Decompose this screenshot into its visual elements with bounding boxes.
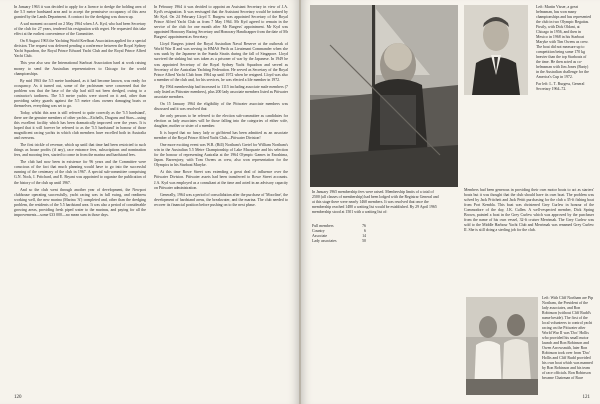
paragraph: On 15 January 1964 the eligibility of the Pittwater associate members was discussed and it was resolved that — [154, 101, 288, 111]
photo-lt-burgess — [464, 5, 528, 95]
paragraph: Generally, 1964 was a period of consolidation after the purchase of 'Moorline', the development of hardstand areas, the breakwater, and the marina. The club needed to recover its financial position before pushing on to the next phase. — [154, 192, 288, 207]
paragraph: By mid 1963 the 5.5 metre hardstand, as it had become known, was ready for occupancy. As it turned out, some of the yachtsmen were concerned that the problem was that the base of the slip had still not been dredged, owing to a contractor's tardiness. The 5.5 metre yachts were stored on it and, other than providing safety guards against the 5.5 metre class owners damaging boats or themselves, everything was set to go. — [14, 78, 146, 108]
waiting-list-label: Lady associates — [312, 239, 337, 243]
paragraph: Today, whilst this area is still referred to quite correctly as the '5.5 hardstand', there are the genuine members of other yachts—Etchells, Dragons and Stars—using this excellent facility which has been dramatically improved over the years. It is hoped that it will forever be referred to as the '5.5 hardstand' in honour of those magnificent racing yachts in which club members have excelled both in Australia and overseas. — [14, 110, 146, 141]
paragraph: the only persons to be referred to the election sub-committee as candidates for election as lady associates will be those falling into the categories of either wife, daughter, mother or sister of a member. — [154, 113, 288, 129]
waiting-list-table — [312, 224, 382, 244]
right-text-column: Members had been generous in providing their own motor boats to act as starters' boats but it was thought that the club should have its own boat. The problem was solved by Jack Pritchett and Jack Pettit purchasing for the club a 35-ft fishing boat from Port Kembla. This boat was christened Grey Curlew in honour of the Commodore of the day, J.K. Cullen. A well-respected member, Dick Spring Brown, painted a boat in the Grey Curlew which was approved by the purchaser from the name of his own vessel, 32-ft cruiser Merrimak. The Grey Curlew was sold to the Middle Harbour Yacht Club and Merrimak was renamed Grey Curlew II. She is still doing a sterling job for the club. — [464, 188, 594, 233]
caption-cliff-northam: Left: With Cliff Northam are Pip Northam, the President of the lady associates, and Ron Robinson (without Cliff Rudd's name beside). The first of the local volunteers to control yacht racing on the Pittwater after World War II was 'Doc' Hollis who provided his small motor launch and Ron Robinson and Owen Arrowsmith, later Ron Robinson took over from 'Doc' Hollis and Cliff Rudd provided his own boat which was manned by Ron Robinson and his team of race officials. Ron Robinson became Chairman of Race — [542, 296, 594, 380]
caption-martin-visser — [536, 5, 592, 94]
book-gutter — [299, 0, 301, 404]
photo-martin-visser — [310, 5, 458, 187]
paragraph: A sad moment occurred on 2 May 1964 when J.A. Kyd, who had been Secretary of the club for 27 years, tendered his resignation with regret. He requested this take effect at the earliest convenience of the Committee. — [14, 22, 146, 37]
paragraph: On 8 August 1963 the Yachting World Keelboat Association applied for a special division. The request was deferred pending a conference between the Royal Sydney Yacht Squadron, the Royal Prince Edward Yacht Club and the Royal Prince Alfred Yacht Club. — [14, 39, 146, 59]
paragraph: It is hoped that no fancy lady or girlfriend has been admitted as an associate member of the Royal Prince Alfred Yacht Club—Pittwater Division! — [154, 131, 288, 141]
left-text-column-2 — [154, 5, 288, 393]
paragraph: And so the club went through another year of development, the Newport clubhouse operating successfully, yacht racing was in full swing, and readiness working well, the new marina (Marina 'A') completed and, other than the dredging problem, the residents of the 5.5 hardstand area. It was also a period of considerable growing areas, providing fresh piped water to the marinas, and paying for all the improvements—some £33 000—no mean sum in those days. — [14, 187, 146, 217]
photo-cliff-northam — [466, 297, 538, 395]
paragraph: The first trickle of revenue, which up until that time had been restricted to such things as house profits (if any), race entrance fees, subscriptions and nomination fees, and mooring fees, started to come in from the marina and hardstand fees. — [14, 143, 146, 158]
paragraph: In January 1963 it was decided to apply for a licence to dredge the holding area of the 5.5 metre hardstand area and to accept the permissive occupancy of this area granted by the Lands Department. A contract for the dredging was drawn up. — [14, 5, 146, 20]
waiting-list-value: 6 — [364, 229, 366, 233]
waiting-list-label: Full members — [312, 224, 334, 228]
caption-paragraph: Left: Martin Visser, a great helmsman, has won many championships and has represented the club in two Olympic Regattas. Firstly, with Dick Oldani, at Chicago in 1956, and then in Mexico in 1968 in his Starboat Maryke with Tim Owens as crew. The boat did not measure up to competition being some 170 kg heavier than the top Starboats of the time. He then acted as co-helmsman with Jim Jones (Barty) in the Australian challenge for the America's Cup in 1972. — [536, 5, 591, 79]
waiting-list-row — [312, 239, 382, 244]
paragraph: At this time Rowe Street was extending a great deal of influence over the Pittwater Division. Pittwater assets had been transferred to Rowe Street accounts. J.A. Kyd was employed as a consultant at the time and acted in an advisory capacity on Pittwater administration. — [154, 170, 288, 190]
paragraph: One more exciting event was W.R. (Bill) Northam's Gretel for William Northam's win in the Australian 5.5 Metre Championship of Lake Macquarie and his selection for the honour of representing Australia at the 1964 Olympic Games in Enoshima, Japan. Barrenjoey, with Tom Owens as crew, also won representation for the Olympics in his Starboat Maryke. — [154, 143, 288, 168]
page-number-left: 120 — [14, 395, 22, 400]
waiting-list-value: 50 — [362, 239, 366, 243]
paragraph: This year also saw the International Starboat Association hard at work raising money to send the Australian representatives to Chicago for the world championships. — [14, 61, 146, 76]
paragraph: The club had now been in existence for 96 years and the Committee were conscious of the fact that much planning would have to go into the successful running of the centenary of the club in 1967. A special sub-committee comprising G.N. Nock, I. Pritchard, and E. Bryant was appointed to organise the publication of the history of the club up until 1967. — [14, 160, 146, 185]
waiting-list-value: 14 — [362, 234, 366, 238]
caption-paragraph: Far left: L. T. Burgess, General Secretary 1964–72. — [536, 82, 585, 91]
paragraph: By 1964 membership had increased to 1115 including associate male members (7 only listed as Pittwater members), plus 200 lady associate members listed as Pittwater associate members. — [154, 84, 288, 99]
waiting-list-label: Associate — [312, 234, 328, 238]
waiting-list-label: Country — [312, 229, 325, 233]
membership-paragraph: In January 1965 membership fees were raised. Membership limits of a total of 2500 (all classes of membership) had been lodged with the Registrar General and at this stage there were nearly 1460 members. It was resolved that once the membership reached 1480 a waiting list would be established. By 29 April 1965 membership stood at 1501 with a waiting list of: — [312, 190, 439, 214]
page-number-right: 121 — [582, 395, 590, 400]
paragraph: Lloyd Burgess joined the Royal Australian Naval Reserve at the outbreak of World War II and was serving in HMAS Perth as Lieutenant Commander when she was sunk by the Japanese in the Sunda Straits during the fall of Singapore. Lloyd survived the sinking but was taken as a prisoner of war by the Japanese. In 1949 he was appointed Secretary of the Royal Sydney Yacht Squadron and served as Secretary of the Australian Yachting Federation. He served as Secretary of the Royal Prince Alfred Yacht Club from 1964 up until 1972 when he resigned. Lloyd was also a member of the club and, for his services, he was elected a life member in 1972. — [154, 42, 288, 82]
left-text-column-1 — [14, 5, 146, 393]
waiting-list-value: 76 — [362, 224, 366, 228]
right-page — [300, 0, 600, 404]
paragraph: In February 1964 it was decided to appoint an Assistant Secretary in view of J.A. Kyd's resignation. It was envisaged that the Assistant Secretary would be trained by Mr Kyd. On 24 February Lloyd T. Burgess was appointed Secretary of the Royal Prince Alfred Yacht Club as from 7 May 1964. Mr Kyd agreed to remain in the service of the club for one month after Mr Burgess' appointment. Mr Kyd was appointed Honorary Racing Secretary and Honorary Handicapper from the date of Mr Burgess' appointment as Secretary. — [154, 5, 288, 40]
